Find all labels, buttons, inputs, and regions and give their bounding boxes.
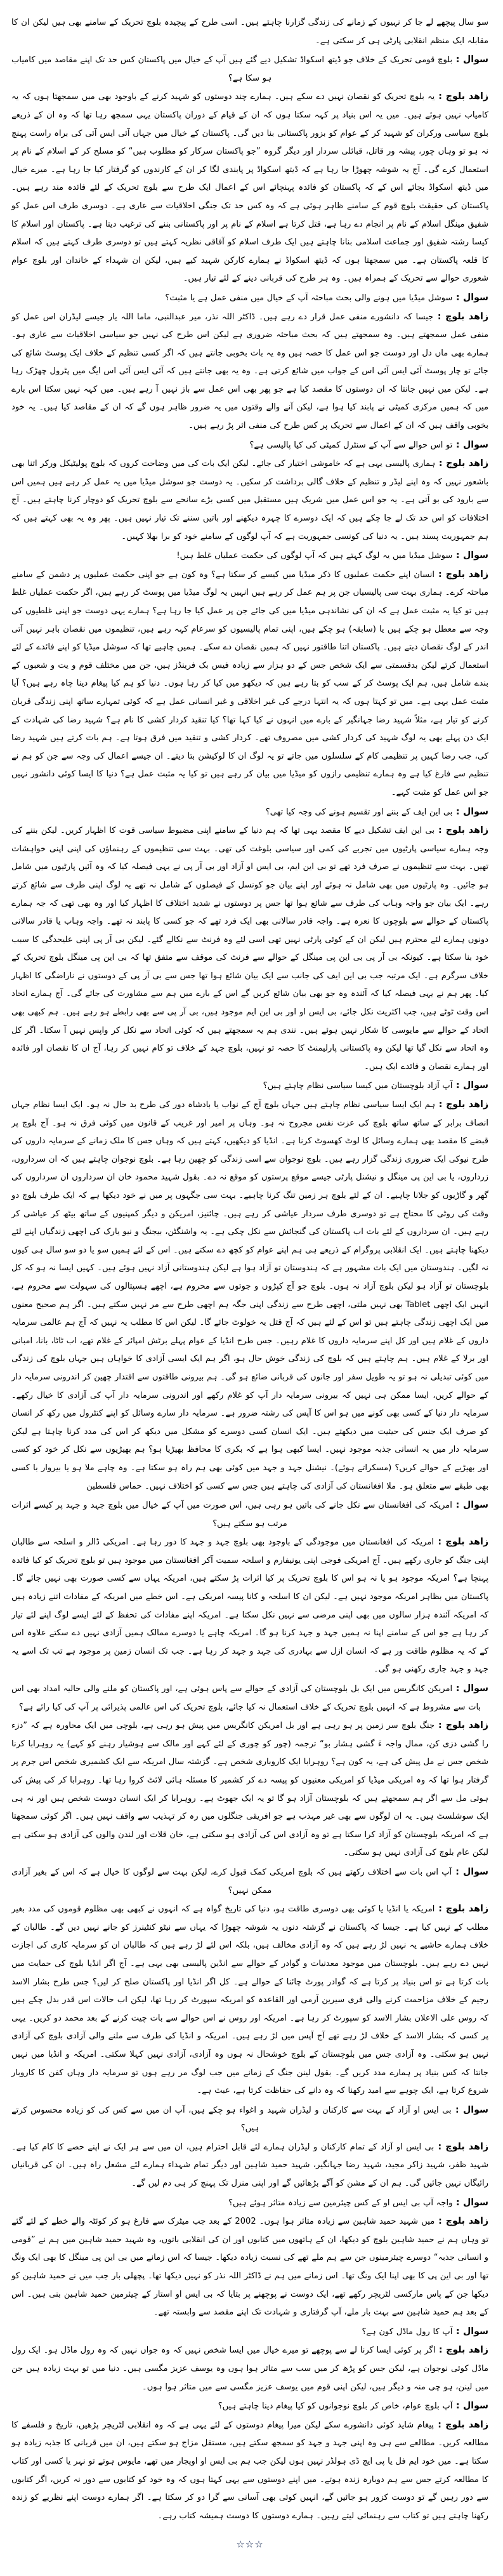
answer-text: یہ بلوچ تحریک کو نقصان نہیں دے سکے ہیں۔ ہمارے چند دوستوں کو شہید کرنے کے باوجود بھی میں سمجھتا ہوں کہ یہ کامیاب نہیں ہوئے ہیں۔ میں یہ اس بنیاد پر کہہ سکتا ہوں کہ ان کے قیام کے دوران پاکستان یہی سمجھ رہا تھا کہ وہ ان کے ذریعے بلوچ سیاسی ورکران کو شہید کر کے عوام کو بزور پاکستانی بنا دیں گی۔ پاکستان کے خیال میں جہاں آئی ایس آئی کی براہ راست پہنچ نہ ہو تو وہاں چور، پیشہ ور قاتل، قبائلی سردار اور دیگر گروہ ”جو پاکستان سرکار کو مطلوب ہیں“ کو مسلح کر کے اسلام کے نام پر استعمال کرے گی۔ آج یہ شوشہ چھوڑا جا رہا ہے کہ ڈیتھ اسکواڈ پر پابندی لگا کر ان کے کارندوں کو گرفتار کیا جا رہا ہے۔ میرے خیال میں ڈیتھ اسکواڈ بجائے اس کے کہ پاکستان کو فائدہ پہنچائے اس کے اعمال ایک طرح سے بلوچ تحریک کے لئے فائدہ مند رہے ہیں۔ پاکستان کی حقیقت بلوچ قوم کے سامنے ظاہر ہوئی ہے کہ وہ کس حد تک جنگی اخلاقیات سے عاری ہے۔ دوسری طرف اس عمل کو شفیق مینگل اسلام کے نام پر انجام دے رہا ہے، قتل کرتا ہے اسلام کے نام پر اور پاکستانی بننے کی ترغیب دیتا ہے۔ پاکستان اور اسلام کا کیسا رشتہ شفیق اور جماعت اسلامی بنانا چاہتے ہیں ایک طرف اسلام کو آفاقی نظریہ کہتے ہیں تو دوسری طرف کہتے ہیں کہ اسلام کا قلعہ پاکستان ہے۔ میں سمجھتا ہوں کہ ڈیتھ اسکواڈ نے ہمارے کارکن شہید کیے ہیں، لیکن ان شہداء کے خاندان اور بلوچ عوام شعوری حوالے سے تحریک کے ہمراہ ہیں۔ وہ ہر طرح کی قربانی دینے کے لئے تیار ہیں۔ (11, 92, 488, 284)
question-text: آپ کا رول ماڈل کون ہے؟ (362, 2327, 453, 2337)
answer-paragraph (11, 455, 488, 546)
qa-block (11, 1496, 488, 1679)
question-text: آپ اس بات سے اختلاف رکھتے ہیں کہ بلوچ امریکی کمک قبول کرے، لیکن بہت سے لوگوں کا خیال ہے کہ اس کے بغیر آزادی ممکن نہیں؟ (11, 1867, 452, 1895)
question-separator: : (452, 439, 463, 450)
question-separator: : (452, 2401, 463, 2412)
speaker-label: زاھد بلوچ (445, 2141, 488, 2152)
speaker-separator: : (435, 2345, 447, 2356)
speaker-label: زاھد بلوچ (445, 1720, 488, 1731)
qa-block (11, 2101, 488, 2193)
question-separator: : (452, 1866, 463, 1877)
question-separator: : (452, 1080, 463, 1091)
answer-text: بی این ایف تشکیل دیے کا مقصد یہی تھا کہ ہم دنیا کے سامنے اپنی مضبوط سیاسی قوت کا اظہار کریں۔ لیکن بننے کی وجہ ہمارے سیاسی پارٹیوں میں تجربے کی کمی اور سیاسی بلوغت کی تھی۔ بہت سی تنظیموں کے رہنماؤں کی اپنی اپنی خواہشات تھیں۔ بہت سے تنظیموں نے صرف فرد تھے تو بی این ایم، بی ایس او آزاد اور بی آر پی نے یہی فیصلہ کیا کہ وہ آئیں پارٹیوں میں شامل ہو جائیں۔ وہ پارٹیوں میں بھی شامل نہ ہوئے اور اپنے بیان جو کونسل کے فیصلوں کے شامل نہ تھے یہ لوگ اپنی طرف سے شائع کرتے رہے۔ ایک بیان جو واجہ وہاب کی طرف سے شائع ہوا تھا جس پر دوستوں نے شدید اختلاف کا اظہار کیا اور وہ بھی تھی کہ جہ ہمارے پاکستان کے حوالے سے بلوچوں کا نعرہ ہے۔ واجہ قادر سالانی بھی ایک فرد تھے کہ جو کسی کا پابند نہ تھے۔ واجہ وہاب یا قادر سالانی دونوں ہمارے لئے محترم ہیں لیکن ان کے کوئی پارٹی نہیں تھی اسی لئے وہ فرنٹ سے نکالے گئے۔ لیکن بی آر پی اپنی علیحدگی کا سبب خود بنا سکتا ہے۔ کیونکہ بی آر پی بی این پی مینگل کے حوالے سے فرنٹ کی موقف سے متفق تھا کہ بی این پی مینگل بلوچ تحریک کے خلاف سرگرم ہے۔ ایک مرتبہ جب بی این ایف کی جانب سے ایک بیان شائع ہوا تھا جس سے بی آر پی کے دوستوں نے ناراضگی کا اظہار کیا۔ پھر ہم نے یہی فیصلہ کیا کہ آئندہ وہ جو بھی بیان شائع کریں گے اس کے بارے میں ہم سے مشاورت کی جائے گی۔ آج ہمارے اتحاد اس وقت ٹوٹے ہیں، جب اکثریت نکل جائے، بی ایس او اور بی این ایم موجود ہیں، بی آر پی سے بھی رابطے ہو رہے ہیں۔ ہم کبھی بھی اتحاد کے حوالے سے مایوسی کا شکار نہیں ہوئے ہیں۔ نندی ہم یہ سمجھتے ہیں کہ کوئی اتحاد سے نکل کر واپس نہیں آ سکتا۔ اگر کل وہ اتحاد سے نکل گیا تھا لیکن وہ پاکستانی پارلیمنٹ کا حصہ تو نہیں، بلوچ جہد کے خلاف تو کام نہیں کر رہا، آج ان کا نقصان اور فائدہ اور ہمارے نقصان و فائدے ایک ہیں۔ (11, 826, 488, 1072)
question-paragraph (11, 51, 488, 88)
qa-block (11, 1680, 488, 1862)
qa-block (11, 803, 488, 1077)
question-paragraph (11, 2194, 488, 2213)
qa-block (11, 2397, 488, 2525)
question-label: سوال (462, 439, 488, 450)
question-separator: : (452, 550, 463, 561)
speaker-separator: : (433, 1537, 446, 1548)
opening-fragment-block (11, 14, 488, 50)
speaker-separator: : (434, 1720, 446, 1731)
answer-text: اگر پر کوئی ایسا کرنا لے سے پوچھے تو میرے خیال میں ایسا شخص نہیں کہ وہ جواں نہیں کہ وہ رول ماڈل ہو۔ ایک رول ماڈل کوئی نوجوان ہے، لیکن جس کو پڑھ کر میں سب سے متاثر ہوا ہوں وہ یوسف عزیز مگسی ہیں۔ دنیا میں تو بہت زیادہ ہیں جن میں لینن، ہو چی منہ و دیگر ہیں، لیکن اپنی قوم میں یوسف عزیز مگسی سے میں متاثر ہوا ہوں۔ (11, 2346, 488, 2392)
question-text: سوشل میڈیا میں یہ لوگ کہتے ہیں کہ آپ لوگوں کی حکمت عملیاں غلط ہیں! (176, 551, 453, 561)
speaker-label: زاھد بلوچ (445, 1904, 488, 1915)
answer-text: پیغام شاید کوئی دانشورے سکے لیکن میرا پیغام دوستوں کے لئے یہی ہے کہ وہ انقلابی لٹریچر پڑھیں، تاریخ و فلسفے کا مطالعہ کریں۔ مطالعے سے ہی وہ اپنی جہد و جہد کو سمجھ سکتے ہیں، مستقل مزاج ہو سکتے ہیں، ان میں قربانی کا جذبہ زیادہ ہو سکتا ہے۔ میں خود ایم فل یا پی ایچ ڈی ہولڈر نہیں ہوں لیکن جب ہم بی ایس او اوپجار میں تھے، مایوس ہوتے تو نہر یا کسی اور کتاب کا مطالعہ کرتے جس سے ہم دوبارہ زندہ ہوتے۔ میں اپنے دوستوں سے یہی کہتا ہوں کہ وہ خود کو کتابوں سے دور نہ کریں، اگر کتابوں سے دور رہیں گے تو دوست کزور ہو جائیں گے، انہیں کوئی بھی آسانی سے گرا دو کر سکتا ہے۔ اگر ہمارے دوست اپنے نظریے کو زندہ رکھنا چاہتے ہیں تو کتاب سے رہنمائی لیتے رہیں۔ ہمارے دوستوں کا دوست ہمیشہ کتاب رہے۔ (11, 2420, 488, 2521)
speaker-separator: : (434, 1904, 446, 1915)
speaker-label: زاھد بلوچ (446, 1099, 488, 1110)
speaker-separator: : (434, 91, 446, 102)
opening-fragment-text: سو سال پیچھے لے جا کر نہیوں کے زمانے کی زندگی گزارنا چاہتے ہیں۔ اسی طرح کے پیچیدہ بلوچ تحریک کے سامنے بھی ہیں لیکن ان کا مقابلہ ایک منظم انقلابی پارٹی ہی کر سکتی ہے۔ (11, 18, 488, 46)
question-label: سوال (462, 2401, 488, 2412)
question-label: سوال (462, 2197, 488, 2208)
qa-block (11, 436, 488, 547)
speaker-label: زاھد بلوچ (446, 458, 488, 469)
answer-text: جیسا کہ دانشورے منفی عمل قرار دے رہے ہیں۔ ڈاکٹر اللہ نذر، میر عبدالنبی، ماما اللہ یار جیسے لیڈران اس عمل کو منفی عمل سمجھتے ہیں۔ وہ سمجھتے ہیں کہ بحث مباحثہ ضروری ہے لیکن اس طرح کی نہیں جو سیاسی اخلاقیات سے عاری ہو۔ ہمارے بھی ماں دل اور دوست جو اس عمل کا حصہ ہیں وہ یہ بات بخوبی جانتے ہیں کہ اگر کسی تنظیم کے خلاف ایک پوسٹ شائع کی جائے تو چار پوسٹ آئی ایس آئی اس کے جواب میں شائع کرتی ہے۔ وہ یہ بھی جانتے ہیں کہ آئی ایس آئی اس ایگ میں پٹرول چھڑک رہا ہے۔ لیکن میں نہیں جانتا کہ ان دوستوں کا مقصد کیا ہے جو پھر بھی اس عمل سے باز نہیں آ رہے ہیں۔ میں کہہ نہیں سکتا اس بارے میں کہ ہمیں مرکزی کمیٹی نے پابند کیا ہوا ہے، لیکن آنے والے وقتوں میں یہ ضرور ظاہر ہوں گے کہ ان کے مقاصد کیا ہیں۔ یہ خود بخوبی واقف ہیں کہ ان کے اعمال سے تحریک پر کس طرح کی منفی اثر پڑ رہے ہیں۔ (11, 312, 488, 431)
question-paragraph (11, 803, 488, 822)
speaker-label: زاھد بلوچ (445, 91, 489, 102)
speaker-label: زاھد بلوچ (445, 2419, 488, 2430)
question-text: تو اس حوالے سے آپ کے سنٹرل کمیٹی کی کیا پالیسی ہے؟ (249, 440, 453, 450)
question-label: سوال (462, 2326, 488, 2337)
question-paragraph (11, 1680, 488, 1716)
answer-text: میں شہید حمید شاہین سے زیادہ متاثر ہوا ہوں۔ 2002 کے بعد جب میٹرک سے فارغ ہو کر کوئٹہ والے خطے کے لئے گئے تو وہاں ہم نے حمید شاہین بلوچ کو دیکھا، ان کے ہاتھوں میں کتابوں اور ان کی انقلابی باتوں، وہ شہید حمید شاہین میں ہم نے ”قومی و انسانی جذبہ“ دوسرے چیئرمینوں جن سے ہم ملے تھے کی نسبت زیادہ دیکھا۔ جیسا کہ اس زمانے میں بی این پی مینگل کا بھی ایک ونگ تھا اور بی این پی کا بھی اپنا ایک ونگ تھا۔ اس زمانے میں ہم نے ڈاکٹر اللہ نذر کو نہیں دیکھا تھا۔ پچھلی بار جب میں نے حمید شاہین کو دیکھا جن کے پاس مارکسی لٹریچر رکھے تھے، ایک دوست نے پوچھنے پر بتایا کہ بی ایس او استار کے چیئرمین حمید شاہین بنی ہیں۔ اس کے بعد ہم حمید شاہین سے بہت بار ملے، آپ گرفتاری و شہادت تک اپنے مقصد سے وابستہ تھے۔ (11, 2217, 488, 2318)
question-separator: : (452, 806, 463, 817)
question-text: سوشل میڈیا میں ہونے والی بحث مباحثہ آپ کے خیال میں منفی عمل ہے یا مثبت؟ (165, 293, 453, 303)
question-label: سوال (462, 1080, 488, 1091)
answer-paragraph (11, 1900, 488, 2101)
qa-block (11, 2194, 488, 2322)
question-label: سوال (462, 1683, 488, 1694)
question-paragraph (11, 547, 488, 566)
speaker-label: زاھد بلوچ (445, 311, 488, 322)
question-paragraph (11, 289, 488, 308)
question-label: سوال (462, 550, 488, 561)
question-label: سوال (462, 1866, 488, 1877)
speaker-separator: : (434, 569, 446, 580)
answer-paragraph (11, 2138, 488, 2193)
answer-paragraph (11, 566, 488, 802)
question-paragraph (11, 2323, 488, 2342)
answer-paragraph (11, 2416, 488, 2526)
answer-paragraph (11, 2212, 488, 2322)
speaker-separator: : (433, 2419, 446, 2430)
answer-text: انسان اپنے حکمت عملیوں کا ذکر میڈیا میں کیسے کر سکتا ہے؟ وہ کون ہے جو اپنی حکمت عملیوں پر دشمن کے سامنے مباحثہ کرے۔ ہماری بہت سی پالیسیاں جن پر ہم عمل کر رہے ہیں انہیں یہ لوگ میڈیا میں پوسٹ کر رہے ہیں، اگر حکمت عملیاں غلط ہیں تو کیا یہ مثبت عمل ہے کہ ان کی نشاندہی میڈیا میں کی جائے جن پر عمل کیا جا رہا ہے؟ ہمارے یہی دوست جو اپنی غلطیوں کی وجہ سے معطل ہو چکے ہیں یا (سابقہ) ہو چکے ہیں، اپنی تمام پالیسیوں کو سرعام کہہ رہے ہیں، تنظیموں میں نقصان باہر نہیں آتی اندر کے لوگ نقصان دیتے ہیں۔ پاکستان اتنا طاقتور نہیں کہ ہمیں نقصان دے سکے۔ ہمیں چاہیے تھا کہ سوشل میڈیا کو اپنے فائدے کے لئے استعمال کرتے لیکن بدقسمتی سے ایک شخص جس کے دو ہزار سے زیادہ فیس بک فرینڈز ہیں، جن میں مختلف قوم و یت و شعبوں کے بندے شامل ہیں، ہم ایک پوسٹ کر کے سب کو بتا رہے ہیں کہ دیکھو میں کیا کر رہا ہوں۔ دنیا کو ہم کیا پیغام دینا چاہ رہے ہیں؟ آیا مثبت عمل یہی ہے۔ میں تو کہتا ہوں کہ یہ انتہا درجے کی غیر اخلاقی و غیر انسانی عمل ہے کہ کوئی تمہارے ساتھ اپنی زندگی قربان کرنے کو تیار ہے، مثلاً شہید رضا جہانگیر کے بارے میں انہوں نے کیا کہا تھا؟ کیا تنقید کردار کشی کا نام ہے؟ شہید رضا کی شہادت کے ایک دن پہلے بھی یہ لوگ شہید کی کردار کشی میں مصروف تھے۔ کردار کشی و تنقید میں فرق ہوتا ہے۔ ہم بات کرتے ہیں شہید رضا کی، جب رضا کہیں پر تنظیمی کام کے سلسلوں میں جاتے تو یہ لوگ ان کا لوکیشن بتا دیتے۔ ان جیسے اعمال کی وجہ سے جن کو ہم نے تنظیم سے فارغ کیا ہے وہ ہمارے تنظیمی رازوں کو میڈیا میں بیان کر رہے ہیں تو کیا یہ مثبت عمل ہے؟ دنیا کا ایسا کوئی دانشور نہیں جو اس عمل کو مثبت کہے۔ (11, 569, 488, 797)
answer-paragraph (11, 1716, 488, 1862)
qa-container (11, 51, 488, 2525)
answer-text: امریکہ یا انڈیا یا کوئی بھی دوسری طاقت ہو، دنیا کی تاریخ گواہ ہے کہ انہوں نے کبھی بھی مظلوم قوموں کی مدد بغیر مطلب کے نہیں کیا ہے۔ جیسا کہ پاکستان نے گزشتہ دنوں یہ شوشہ چھوڑا کہ یہاں سے نیٹو کنٹینرز کو جانے نہیں دیں گے۔ طالبان کے خلاف ہمارے حاشیے یہ نہیں لڑ رہے ہیں کہ وہ آزادی مخالف ہیں، بلکہ اس لئے لڑ رہے ہیں کہ طالبان ان کو سرمایہ کاری کی اجازت نہیں دے رہے ہیں۔ بلوچستان میں موجود معدنیات و گوادر کے حوالے سے انڈین پالیسی بھی یہی ہے۔ آج اگر انڈیا بلوچ کی حمایت میں بات کرتا ہے تو اس بنیاد پر کرتا ہے کہ گوادر پورٹ چائنا کے حوالے ہے۔ کل اگر انڈیا اور پاکستان صلح کر لیں؟ جس طرح بشار الاسد رجیم کے خلاف مزاحمت کرنے والی فری سیرین آرمی اور القاعدہ کو امریکہ سپورٹ کر رہا تھا، لیکن اب حالات اس قدر بدل چکے ہیں کہ روس علی الاعلان بشار الاسد کو سپورٹ کر رہا ہے۔ امریکہ اور روس نے اس حوالے سے بات چیت کرنے کے بعد محمد دو کریں۔ یہی پر کسی کہ بشار الاسد کے خلاف لڑ رہے تھے آج آپس میں لڑ رہے ہیں۔ امریکہ و انڈیا کی طرف سے ملنے والی آزادی بلوچ کی آزادی نہیں ہو سکتی۔ وہ آزادی جس میں بلوچستان کے بلوچ خوشحال نہ ہوں وہ آزادی، آزادی نہیں کہلا سکتی۔ امریکہ و انڈیا میں نہیں جانتا کہ کس بنیاد پر ہمارے مدد کریں گے۔ بقول لینن جنگ کے زمانے میں جب لوگ مر رہے ہوں تو سرمایہ دار وہاں کفن کا کاروبار شروع کرتا ہے، ایک چوہے سے امید رکھنا کہ وہ دانے کی حفاظت کرتا ہے، عبث ہے۔ (11, 1904, 488, 2096)
speaker-separator: : (434, 2141, 446, 2152)
question-paragraph (11, 2101, 488, 2138)
question-paragraph (11, 1863, 488, 1900)
end-marker: ☆☆☆ (236, 2539, 264, 2551)
speaker-separator: : (435, 458, 447, 469)
question-text: امریکن کانگریس میں ایک بل بلوچستان کی آزادی کے حوالے سے پاس ہوئی ہے، اور پاکستان کو ملنے والی حالیہ امداد بھی اس بات سے مشروط ہے کہ انہیں بلوچ تحریک کے خلاف استعمال نہ کیا جائے، بلوچ تحریک کی اس عالمی پذیرائی پر آپ کی کیا رائے ہے؟ (11, 1684, 481, 1712)
answer-paragraph (11, 1533, 488, 1679)
question-separator: : (452, 1683, 463, 1694)
opening-fragment-paragraph (11, 14, 488, 50)
question-text: واجہ آپ بی ایس او کے کس چیئرمین سے زیادہ متاثر ہوئے ہیں؟ (228, 2198, 453, 2208)
question-separator: : (451, 2104, 463, 2115)
question-label: سوال (462, 1500, 488, 1511)
question-label: سوال (462, 2104, 488, 2115)
speaker-label: زاھد بلوچ (445, 825, 488, 836)
question-text: بی این ایف کے بننے اور تقسیم ہونے کی وجہ کیا تھی؟ (265, 807, 453, 817)
speaker-separator: : (435, 1099, 447, 1110)
question-text: بی ایس او آزاد کے بہت سے کارکنان و لیڈران شہید و اغواء ہو چکے ہیں، آپ ان میں سے کس کی کو زیادہ محسوس کرتے ہیں؟ (11, 2105, 452, 2134)
question-separator: : (452, 2197, 463, 2208)
question-paragraph (11, 436, 488, 455)
speaker-separator: : (433, 311, 446, 322)
question-label: سوال (462, 806, 488, 817)
qa-block (11, 547, 488, 802)
question-text: امریکہ کی افغانستان سے نکل جانے کی باتیں ہو رہی ہیں، اس صورت میں آپ کے خیال میں بلوچ جہد و جہد پر کیسے اثرات مرتب ہو سکتے ہیں؟ (11, 1501, 452, 1529)
answer-paragraph (11, 2341, 488, 2396)
question-separator: : (452, 55, 463, 65)
answer-text: بی ایس او آزاد کے تمام کارکنان و لیڈران ہمارے لئے قابل احترام ہیں، ان میں سے ہر ایک نے اپنے حصے کا کام کیا ہے۔ شہید ظفر، شہید زاکر مجید، شہید رضا جہانگیر، شہید حمید شاہین اور دیگر تمام شہداء ہمارے لئے مشعل راہ ہیں۔ ان کی قربانیاں رائیگاں نہیں جائیں گی۔ ہم ان کے مشن کو آگے بڑھائیں گے اور اپنی منزل تک پہنچ کر ہی دم لیں گے۔ (11, 2142, 488, 2189)
question-text: آپ آزاد بلوچستان میں کیسا سیاسی نظام چاہتے ہیں؟ (263, 1081, 453, 1091)
qa-block (11, 1077, 488, 1496)
speaker-label: زاھد بلوچ (445, 2216, 488, 2227)
question-paragraph (11, 1077, 488, 1096)
answer-text: ہماری پالیسی یہی ہے کہ خاموشی اختیار کی جائے۔ لیکن ایک بات کی میں وضاحت کروں کہ بلوچ پولیٹیکل ورکر اتنا بھی باشعور نہیں کہ وہ اپنے لیڈر و تنظیم کے خلاف گالی برداشت کر سکیں۔ یہ دوست جو سوشل میڈیا میں یہ عمل کر رہے ہیں ہمیں اس سے بارود کی بو آتی ہے۔ یہ جو اس عمل میں شریک ہیں مستقبل میں کسی بڑے سانحے سے بلوچ تحریک کو دوچار کرنا چاہتے ہیں۔ آج اختلافات کو اس حد تک لے جا چکے ہیں کہ ایک دوسرے کا چہرہ دیکھنے اور باتیں سننے تک تیار نہیں ہیں۔ پھر وہ یہ بھی کہتے ہیں کہ ہم جمہوریت پسند ہیں۔ یہ دنیا کی کونسی جمہوریت ہے کہ آپ لوگوں کے سامنے خود کو برا بھلا کہیں۔ (11, 459, 488, 541)
qa-block (11, 289, 488, 435)
speaker-label: زاھد بلوچ (445, 1537, 488, 1548)
answer-paragraph (11, 821, 488, 1076)
answer-text: ہم ایک ایسا سیاسی نظام چاہتے ہیں جہاں بلوچ آج کے نواب یا بادشاہ دور کی طرح بد حال نہ ہو۔ ایک ایسا نظام جہاں انصاف برابر کے ساتھ ساتھ بلوچ کی عزت نفس مجروح نہ ہو۔ وہاں پر امیر اور غریب کے قانون میں کوئی فرق نہ ہو۔ آج بلوچ پر قبضے کا مقصد بھی ہمارے وسائل کا لوٹ کھسوٹ کرنا ہے۔ انڈیا کو دیکھیں، کہتے ہیں کہ وہاں جس کا ملک زمانے کے سرمایہ داروں کی طرح نیوکی ایک ضروری زندگی گزار رہے ہیں۔ بلوچ نوجوان سے اسی زندگی کو چھین رہا ہے۔ بلوچ نوجوان چاہتے ہیں کہ ان سرداروں، زرداروں، یا بی این پی مینگل و نیشنل پارٹی جیسے موقع پرستوں کو موقع نہ دے۔ بقول شہید محمود خان ان سرداروں ان سرداروں کی گھر و گاڑیوں کو جلانا چاہیے۔ ان کے لئے بلوچ ہر زمین تنگ کرنا چاہیے۔ بہت سی جگہوں پر میں نے خود دیکھا ہے کہ ایک طرف بلوچ دو وقت کی روٹی کا محتاج ہے تو دوسری طرف سردار عیاشی کر رہے ہیں۔ چائنیز، امریکن و دیگر کمپنیوں کے ساتھ بیٹھ کر عیاشی کر رہے ہیں۔ ان سرداروں کے لئے بات اب پاکستان کی گنجائش سے نکل چکی ہے۔ یہ واشنگٹن، بیجنگ و نیو یارک کی اچھی زندگیاں اپنے لئے دیکھنا چاہتے ہیں۔ ایک انقلابی پروگرام کے ذریعے ہی ہم اپنے عوام کو کچھ دے سکتے ہیں۔ اس کے لئے ہمیں سو یا دو سو سال ہی کیوں نہ لگیں۔ ہندوستان میں ایک بات مشہور ہے کہ ہندوستان تو آزاد ہوا ہے لیکن ہندوستانی آزاد نہیں ہوئے ہیں۔ کہیں ایسا نہ ہو کہ کل بلوچستان تو آزاد ہو لیکن بلوچ آزاد نہ ہوں۔ بلوچ جو آج کپڑوں و جوتوں سے محروم ہے، اچھے ہسپتالوں کی سہولت سے محروم ہے، انہیں ایک اچھی Tablet بھی نہیں ملتی، اچھی طرح سے زندگی اپنی جگہ ہم اچھی طرح سے مر نہیں سکتے ہیں۔ اگر ہم صحیح معنوں میں ایک اچھی زندگی چاہتے ہیں تو اس کے لئے ہیں کہ آج قتل یہ خولوٹ جائے گا۔ لیکن اس کا مطلب یہ نہیں کہ آج ہم عالمی سرمایہ داروں کے غلام ہیں اور کل اپنے سرمایہ داروں کا غلام رہیں۔ جس طرح انڈیا کے عوام پہلے برٹش امپائر کے غلام تھے، اب ٹاٹا، بانا، امبانی اور برلا کے غلام ہیں۔ ہم چاہتے ہیں کہ بلوچ کی زندگی خوش حال ہو، اگر ہم ایک ایسی آزادی کا خواہاں ہیں جہاں بلوچ کی زندگی میں کوئی تبدیلی نہ ہو تو یہ طویل سفر اور جانوں کی قربانی ضائع ہو گی۔ ہم بیرونی طاقتوں سے اقتدار چھین کر اندرونی سرمایہ دار کے حوالے کریں، ایسا ممکن ہی نہیں کہ بیرونی سرمایہ دار آپ کو غلام رکھے اور اندرونی سرمایہ دار آپ کی آزادی کا خیال رکھے۔ سرمایہ دار دنیا کے کسی بھی کونے میں ہو اس کا آپس کی رشتہ ضرور ہے۔ سرمایہ دار سارے وسائل کو اپنے کنٹرول میں رکھ کر انسان کو صرف ایک جنس کی حیثیت میں دیکھتے ہیں۔ ایک انسان کسی دوسرے کو مشکل میں دیکھ کر اس کی مدد کرنا چاہتا ہے لیکن سرمایہ دار میں یہ انسانی جذبہ موجود نہیں۔ ایسا کبھی ہوا ہے کہ بکری کا محافظ بھیڑیا ہو؟ ہم بھیڑیوں سے نکل کر خود کو کسی اور بھیڑیے کے حوالے کریں؟ (مسکراتے ہوئے)۔ نیشنل جہد و جہد میں کوئی بھی ہم راہ ہو سکتا ہے۔ وہ چاہے ملا ہو یا بیروار با کسی بھی طبقے سے متعلق ہو۔ ملا افغانستان کی آزادی کی چاہتے ہیں جس سے کسی کو اختلاف نہیں۔ حماس فلسطین (11, 1100, 488, 1491)
question-separator: : (452, 1500, 463, 1511)
question-label: سوال (462, 55, 488, 65)
question-separator: : (452, 292, 463, 303)
qa-block (11, 2323, 488, 2396)
speaker-separator: : (434, 825, 446, 836)
question-label: سوال (462, 292, 488, 303)
qa-block (11, 51, 488, 288)
speaker-label: زاھد بلوچ (445, 569, 488, 580)
qa-block (11, 1863, 488, 2101)
question-text: بلوچ قومی تحریک کے خلاف جو ڈیتھ اسکواڈ تشکیل دیے گئے ہیں آپ کے خیال میں پاکستان کس حد تک اپنے مقاصد میں کامیاب ہو سکا ہے؟ (11, 55, 453, 83)
question-separator: : (452, 2326, 463, 2337)
answer-paragraph (11, 1096, 488, 1496)
speaker-separator: : (434, 2216, 446, 2227)
answer-text: جنگ بلوچ سر زمین پر ہو رہی ہے اور بل امریکن کانگریس میں پیش ہو رہی ہے، بلوچی میں ایک محاورہ ہے کہ ”دزء را گشی دزی کن، ممال واجہ ءَ گشی ہشار بو“ ترجمہ (چور کو چوری کے لئے کہے اور مالک سے ہوشیار رہنے کو کہے) یہ روہرابا کرنا شخص جس نے مل پیش کی ہے، یہ کون ہے؟ روہرابا ایک کاروباری شخص ہے۔ گزشتہ سال امریکہ سے ایک کشمیری شخص اس جرم پر گرفتار ہوا تھا کہ وہ امریکی میڈیا کو امریکی معنیوں کو پیسہ دے کر کشمیر کا مسئلہ ہائی لائٹ کروا رہا تھا۔ روہرابا کر کی پیش کی ہوئی مل سے اگر ہم سمجھتے ہیں کہ بلوچستان آزاد ہو گا تو یہ ایک جھوٹ ہے۔ روہرابا کر ایک انسان دوست شخص ہیں اور نہ ہی ایک سوشلسٹ ہیں۔ یہ ان لوگوں سے بھی غیر مہذب ہے جو افریقی جنگلوں میں رہ کر تہذیب سے واقف نہیں ہیں۔ اگر کوئی سمجھتا ہے کہ امریکہ بلوچستان کو آزاد کرا سکتا ہے تو وہ آزادی اس کی آزادی ہو سکتی ہے، خان قلات اور لندن والوں کی آزادی ہو سکتی ہے لیکن عام بلوچ کی آزادی نہیں ہو سکتی۔ (11, 1721, 488, 1858)
answer-paragraph (11, 88, 488, 288)
speaker-label: زاھد بلوچ (446, 2345, 488, 2356)
answer-paragraph (11, 308, 488, 435)
question-text: آپ بلوچ عوام، خاص کر بلوچ نوجوانوں کو کیا پیغام دینا چاہتے ہیں؟ (218, 2401, 453, 2412)
question-paragraph (11, 2397, 488, 2416)
question-paragraph (11, 1496, 488, 1533)
answer-text: امریکہ کی افغانستان میں موجودگی کے باوجود بھی بلوچ جہد و جہد کا دور رہا ہے۔ امریکی ڈالر و اسلحہ سے طالبان اپنی جنگ کو جاری رکھے ہیں۔ آج امریکی فوجی اپنی یونیفارم و اسلحہ سمیت آکر افغانستان میں موجود ہیں تو بلوچ تحریک کو کیا فائدہ پہنچا ہے؟ امریکہ موجود ہو یا نہ ہو اس کا بلوچ تحریک پر کیا اثرات پڑ سکتے ہیں، امریکہ یہاں سے کسی صورت بھی نہیں جائے گا۔ پاکستان میں بظاہر امریکہ موجود نہیں ہے۔ لیکن ان کا اسلحہ و کانا پیسہ امریکی ہے۔ اس خطے میں امریکہ کے مفادات اتنے زیادہ ہیں کہ امریکہ آئندہ ہزار سالوں میں بھی اپنی مرضی سے نہیں نکل سکتا ہے۔ امریکہ اپنے مفادات کی تحفظ کے لئے ایسے لوگ اپنے لئے تیار کر رہا ہے جو اس کے سامنے اپنا نہ ہمیں جہد و جہد کرنا ہو گا۔ امریکہ چاہے یا دوسرے ممالک ہمیں آزادی نہیں دے سکتے علاوہ اس کے کہ یہ مظلوم طاقت ور ہے کہ انسان ازل سے بہادری کی جہد و جہد کر رہا ہے۔ جب تک انسان زمین پر موجود ہے تب تک اسے یہ جہد و جہد جاری رکھنی ہو گی۔ (11, 1537, 488, 1675)
